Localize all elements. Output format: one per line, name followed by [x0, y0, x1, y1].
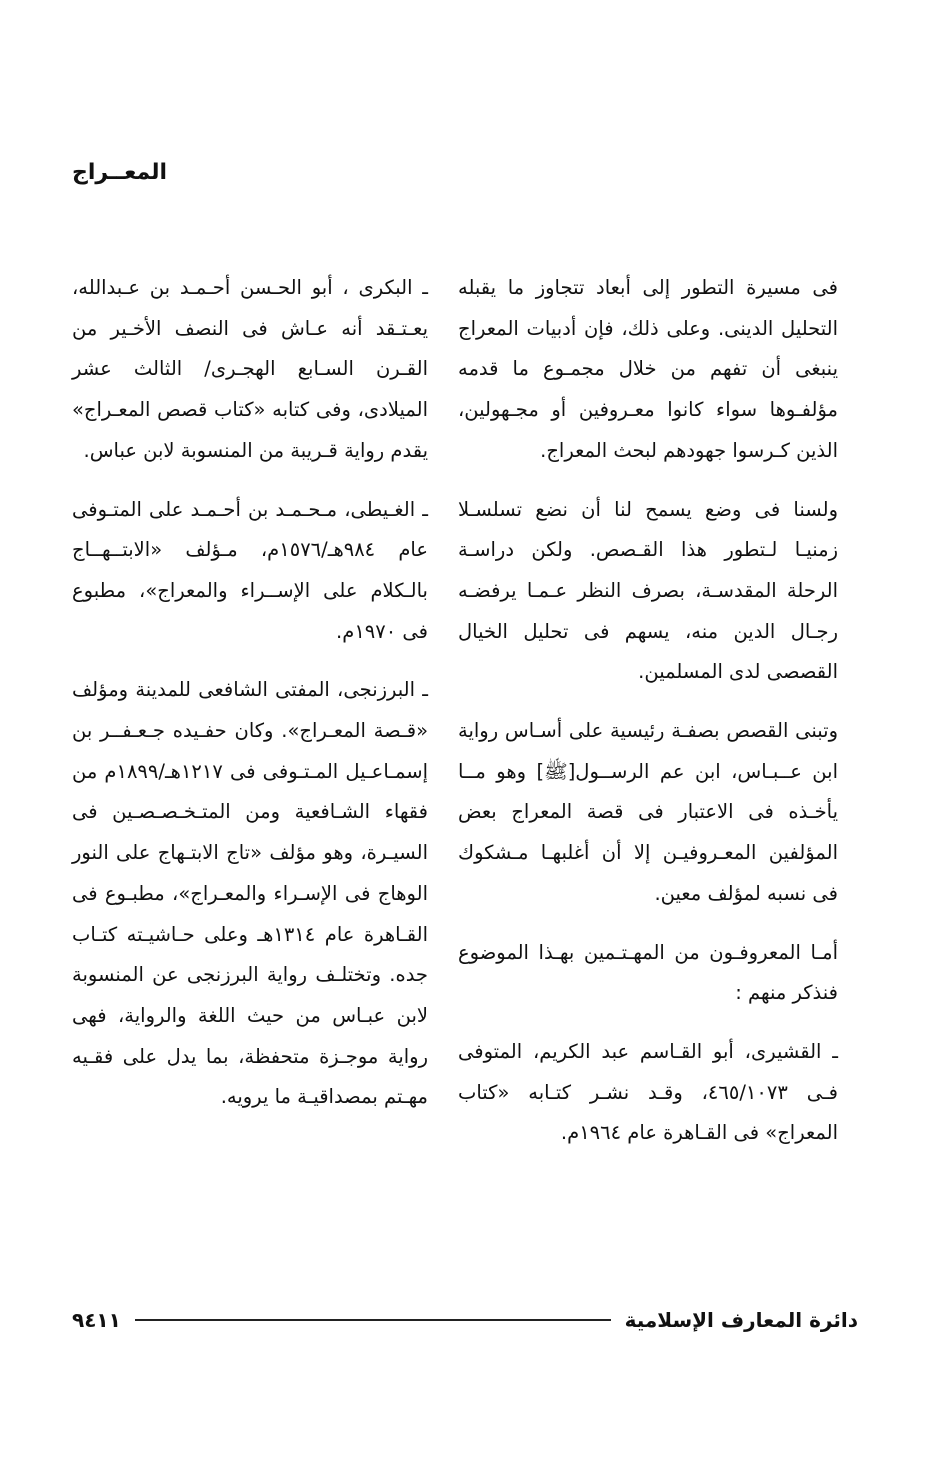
paragraph: ـ البرزنجى، المفتى الشافعى للمدينة ومؤلف «قـصة المعـراج». وكان حفـيده جـعـفــر بن إسمـاعـيل المـتـوفى فى ١٢١٧هـ/١٨٩٩م من فقهاء الشـافعية ومن المتـخـصـصـين فى السيـرة، وهو مؤلف «تاج الابتـهاج على النور الوهاج فى الإسـراء والمعـراج»، مطبـوع فى القـاهرة عام ١٣١٤هـ وعلى حـاشيـته كتـاب جده. وتختلـف رواية البرزنجى عن المنسوبة لابن عبـاس من حيث اللغة والرواية، فهى رواية موجـزة متحفظة، بما يدل على فقـيه مهـتم بمصداقيـة ما يرويه.	[72, 678, 429, 1109]
paragraph: وتبنى القصص بصفـة رئيسية على أسـاس رواية ابن عــبـاس، ابن عم الرســول[ﷺ] وهو مــا يأخـذه فى الاعتبار فى قصة المعراج بعض المؤلفين المعـروفيـن إلا أن أغلبهـا مـشكوك فى نسبه لمؤلف معين.	[458, 719, 838, 905]
page-footer	[72, 1308, 858, 1332]
paragraph: ـ البكرى ، أبو الحـسن أحـمـد بن عـبدالله، يعـتـقد أنه عـاش فى النصف الأخـير من القـرن السـابع الهجـرى/ الثالث عشر الميلادى، وفى كتابه «كتاب قصص المعـراج» يقدم رواية قـريبة من المنسوبة لابن عباس.	[72, 276, 428, 462]
right-column	[458, 268, 838, 1172]
paragraph: ولسنا فى وضع يسمح لنا أن نضع تسلسـلا زمنيـا لـتطور هذا القـصص. ولكن دراسـة الرحلة المقدسـة، بصرف النظر عـمـا يرفضـه رجـال الدين منه، يسهم فى تحليل الخيال القصصى لدى المسلمين.	[458, 497, 838, 684]
publication-title: دائرة المعارف الإسلامية	[624, 1308, 858, 1332]
paragraph: ـ الغـيطى، مـحـمـد بن أحـمـد على المتـوفى عام ٩٨٤هـ/١٥٧٦م، مـؤلف «الابتــهــاج بالـكلام على الإســراء والمعراج»، مطبوع فى ١٩٧٠م.	[72, 497, 428, 643]
running-head: المعــراج	[72, 160, 168, 185]
paragraph: ـ القشيرى، أبو القـاسم عبد الكريم، المتوفى فـى ٤٦٥/١٠٧٣، وقـد نشـر كتـابه «كتاب المعراج» فى القـاهرة عام ١٩٦٤م.	[458, 1039, 838, 1145]
paragraph: أمـا المعروفـون من المهـتـمين بهـذا الموضوع فنذكر منهم :	[458, 940, 838, 1005]
left-column	[72, 268, 428, 1136]
paragraph: فى مسيرة التطور إلى أبعاد تتجاوز ما يقبله التحليل الدينى. وعلى ذلك، فإن أدبيات المعراج ينبغى أن تفهم من خلال مجمـوع ما قدمه مؤلفـوها سواء كانوا معـروفين أو مجـهولين، الذين كـرسوا جهودهم لبحث المعراج.	[458, 276, 838, 462]
footer-rule	[135, 1319, 611, 1321]
page-number: ٩٤١١	[72, 1308, 121, 1332]
